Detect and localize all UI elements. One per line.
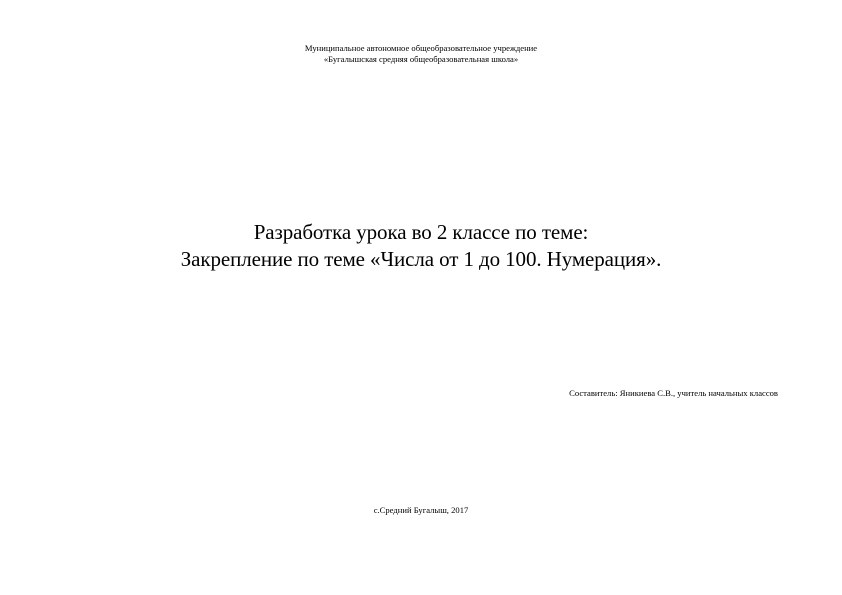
institution-name: Муниципальное автономное общеобразовательное учреждение xyxy=(304,43,538,53)
author-credit: Составитель: Яникиева С.В., учитель начальных классов xyxy=(569,388,778,398)
lesson-title-line-1: Разработка урока во 2 классе по теме: xyxy=(253,220,589,244)
school-name: «Бугалышская средняя общеобразовательная школа» xyxy=(323,54,519,64)
institution-header xyxy=(0,43,842,65)
lesson-title-line-2: Закрепление по теме «Числа от 1 до 100. Нумерация». xyxy=(180,247,662,271)
place-and-year: с.Средний Бугалыш, 2017 xyxy=(373,505,469,515)
lesson-title xyxy=(0,219,842,273)
